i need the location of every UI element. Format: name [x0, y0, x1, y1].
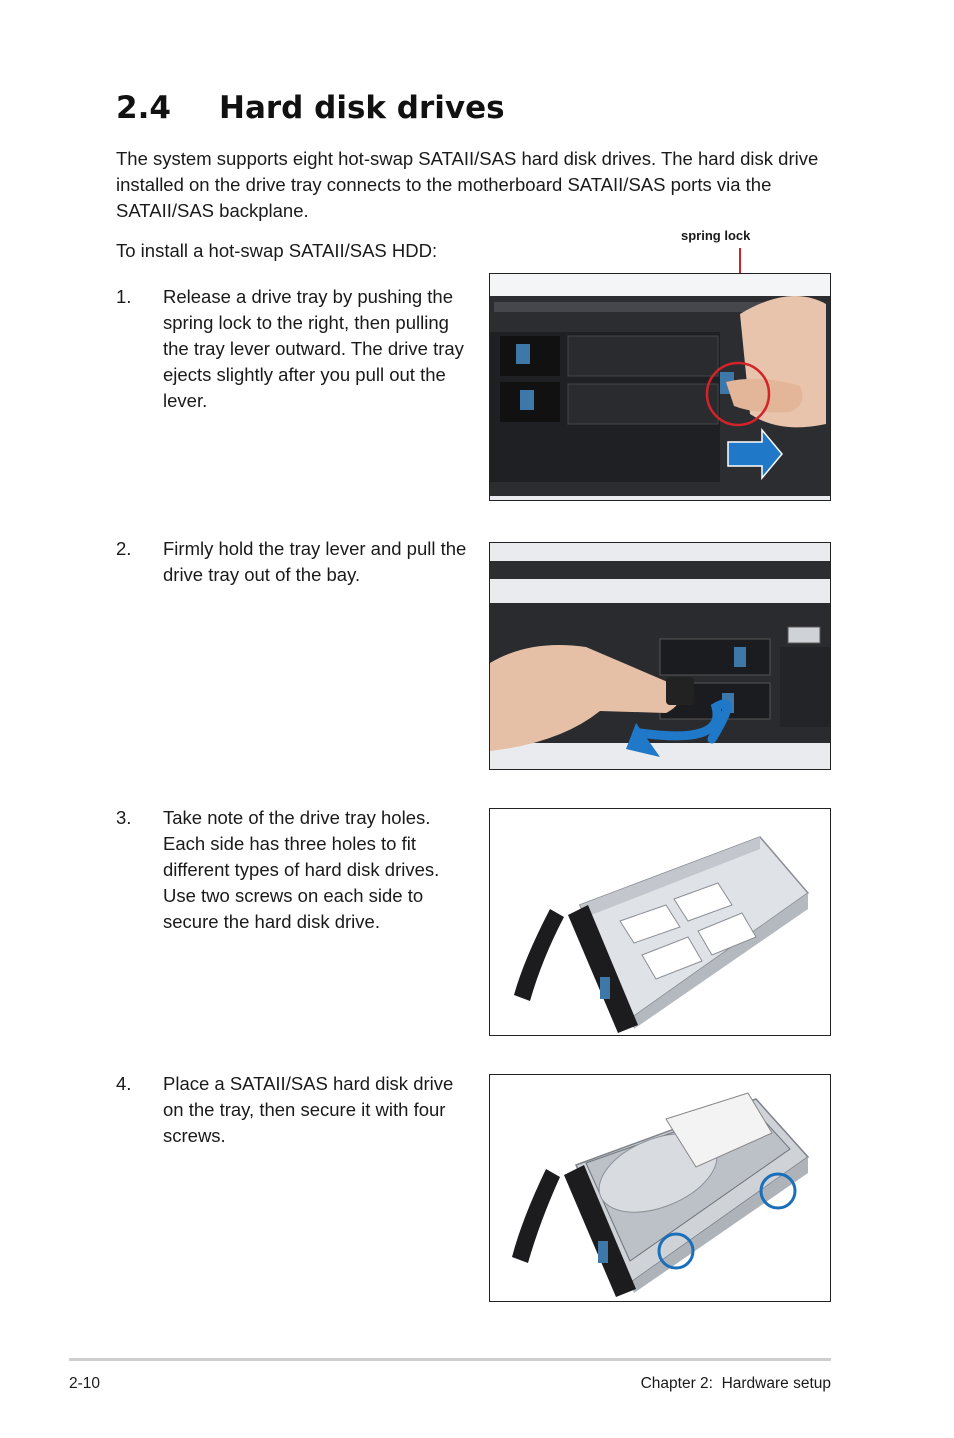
section-number: 2.4	[116, 90, 171, 126]
step-3	[116, 805, 476, 935]
step-text: Take note of the drive tray holes. Each side has three holes to fit different types of hard disk drives. Use two screws on each side to secure the hard disk drive.	[163, 807, 440, 932]
figure-drive-tray	[489, 808, 831, 1036]
step-4	[116, 1071, 476, 1151]
footer-rule	[69, 1358, 831, 1361]
section-title: Hard disk drives	[219, 90, 505, 126]
intro-paragraph: The system supports eight hot-swap SATAII/SAS hard disk drives. The hard disk drive installed on the drive tray connects to the motherboard SATAII/SAS ports via the SATAII/SAS backplane.	[116, 148, 819, 221]
step-2	[116, 536, 476, 596]
step-number: 2.	[116, 538, 132, 559]
step-text: Release a drive tray by pushing the spring lock to the right, then pulling the tray lever outward. The drive tray ejects slightly after you pull out the lever.	[163, 286, 464, 411]
step-text: Place a SATAII/SAS hard disk drive on the tray, then secure it with four screws.	[163, 1073, 454, 1146]
figure-hdd-on-tray	[489, 1074, 831, 1302]
step-number: 3.	[116, 807, 132, 828]
step-number: 4.	[116, 1073, 132, 1094]
step-1	[116, 284, 476, 414]
page-number: 2-10	[69, 1375, 101, 1392]
step-text: Firmly hold the tray lever and pull the drive tray out of the bay.	[163, 538, 467, 585]
chapter-label: Chapter 2: Hardware setup	[640, 1375, 831, 1392]
figure-pull-tray	[489, 542, 831, 770]
step-number: 1.	[116, 286, 132, 307]
section-heading	[116, 90, 505, 126]
figure-release-tray	[489, 273, 831, 501]
spring-lock-label: spring lock	[681, 228, 751, 243]
install-heading: To install a hot-swap SATAII/SAS HDD:	[116, 240, 438, 261]
